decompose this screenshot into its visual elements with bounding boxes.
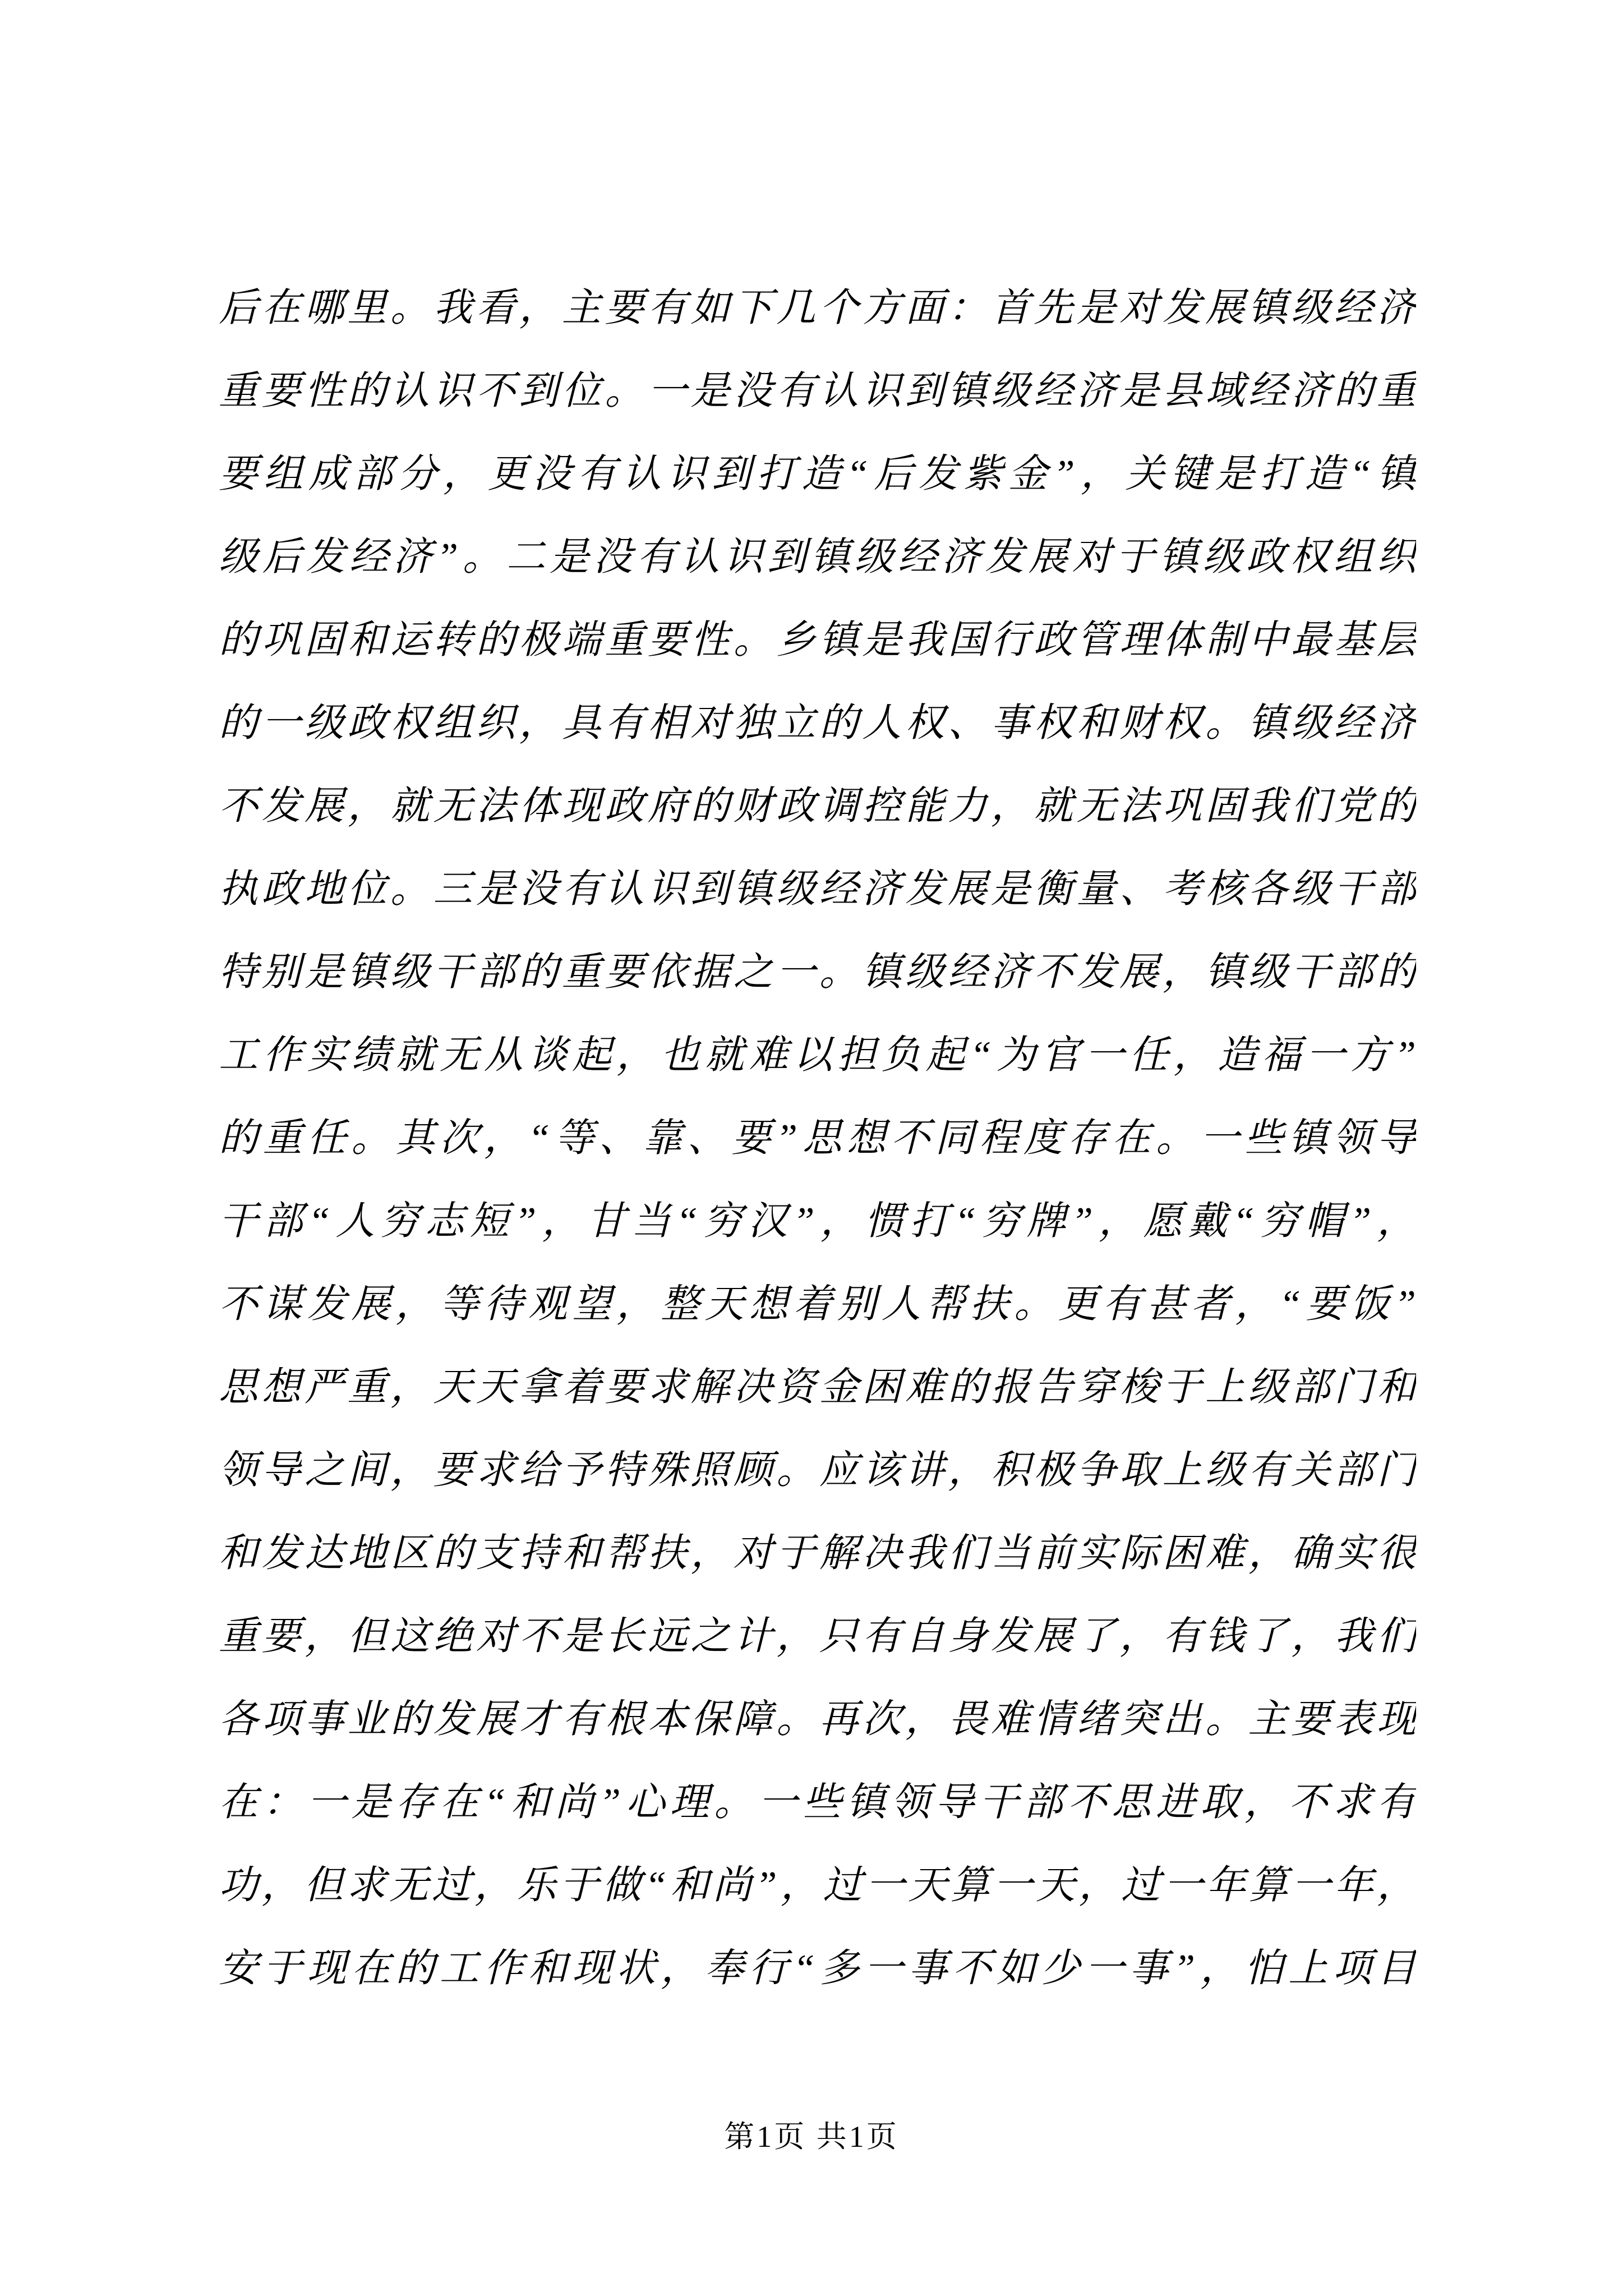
text-line: 思想严重，天天拿着要求解决资金困难的报告穿梭于上级部门和 [219, 1366, 1416, 1409]
text-line: 的重任。其次，“等、靠、要”思想不同程度存在。一些镇领导 [219, 1117, 1416, 1160]
text-line: 和发达地区的支持和帮扶，对于解决我们当前实际困难，确实很 [219, 1532, 1416, 1575]
text-line: 的一级政权组织，具有相对独立的人权、事权和财权。镇级经济 [219, 702, 1416, 745]
text-line: 工作实绩就无从谈起，也就难以担负起“为官一任，造福一方” [219, 1034, 1416, 1077]
document-body [219, 267, 1416, 2010]
text-line: 干部“人穷志短”，甘当“穷汉”，惯打“穷牌”，愿戴“穷帽”， [219, 1200, 1416, 1243]
text-line: 安于现在的工作和现状，奉行“多一事不如少一事”，怕上项目 [219, 1947, 1416, 1990]
text-line: 重要，但这绝对不是长远之计，只有自身发展了，有钱了，我们 [219, 1615, 1416, 1658]
text-line: 级后发经济”。二是没有认识到镇级经济发展对于镇级政权组织 [219, 536, 1416, 579]
text-line: 特别是镇级干部的重要依据之一。镇级经济不发展，镇级干部的 [219, 951, 1416, 994]
text-line: 不发展，就无法体现政府的财政调控能力，就无法巩固我们党的 [219, 785, 1416, 828]
text-line: 要组成部分，更没有认识到打造“后发紫金”，关键是打造“镇 [219, 453, 1416, 496]
text-line: 功，但求无过，乐于做“和尚”，过一天算一天，过一年算一年， [219, 1864, 1416, 1907]
text-line: 执政地位。三是没有认识到镇级经济发展是衡量、考核各级干部 [219, 868, 1416, 911]
page-number-label: 第1页 共1页 [724, 2120, 899, 2154]
text-line: 领导之间，要求给予特殊照顾。应该讲，积极争取上级有关部门 [219, 1449, 1416, 1492]
text-line: 不谋发展，等待观望，整天想着别人帮扶。更有甚者，“要饭” [219, 1283, 1416, 1326]
text-line: 各项事业的发展才有根本保障。再次，畏难情绪突出。主要表现 [219, 1698, 1416, 1741]
text-line: 后在哪里。我看，主要有如下几个方面：首先是对发展镇级经济 [219, 287, 1416, 330]
text-line: 在：一是存在“和尚”心理。一些镇领导干部不思进取，不求有 [219, 1781, 1416, 1824]
text-line: 的巩固和运转的极端重要性。乡镇是我国行政管理体制中最基层 [219, 619, 1416, 662]
page-footer [0, 2118, 1623, 2155]
text-line: 重要性的认识不到位。一是没有认识到镇级经济是县域经济的重 [219, 370, 1416, 413]
